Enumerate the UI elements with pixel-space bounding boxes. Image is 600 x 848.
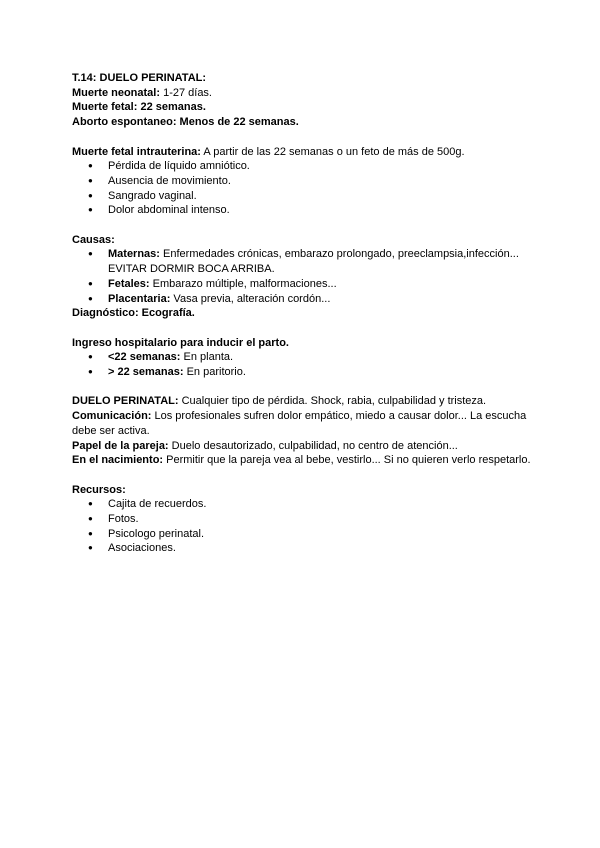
spacer [72,380,542,395]
list-item [72,350,542,365]
list-item: ● Psicologo perinatal. [72,527,542,542]
causas-list [72,247,542,306]
intrauterina-label: Muerte fetal intrauterina: [72,145,201,158]
item-label: Placentaria: [108,292,171,305]
item-label: Maternas: [108,248,160,261]
spacer [72,218,542,233]
paragraph-text: Cualquier tipo de pérdida. Shock, rabia, culpabilidad y tristeza. [178,395,487,408]
item-label: <22 semanas: [108,351,181,364]
definition-fetal [72,100,542,115]
list-item [72,247,542,276]
paragraph-text: Los profesionales sufren dolor empático, miedo a causar dolor... La escucha debe ser activa. [72,410,527,437]
document-title: T.14: DUELO PERINATAL: [72,72,207,84]
recursos-heading: Recursos: [72,483,126,496]
item-text: En planta. [180,351,234,364]
paragraph-text: Duelo desautorizado, culpabilidad, no centro de atención... [168,439,458,452]
list-item: ● Fotos. [72,512,542,527]
item-label: > 22 semanas: [108,366,184,379]
list-item [72,292,542,307]
duelo-paragraph [72,394,542,409]
causas-heading: Causas: [72,233,115,246]
list-item: ● Asociaciones. [72,541,542,556]
list-item [72,365,542,380]
spacer [72,321,542,336]
spacer [72,468,542,483]
paragraph-text: Permitir que la pareja vea al bebe, vestirlo... Si no quieren verlo respetarlo. [163,454,531,467]
ingreso-list [72,350,542,379]
comunicacion-paragraph [72,409,542,438]
definition-label: Aborto espontaneo: Menos de 22 semanas. [72,116,299,129]
symptom-list [72,159,542,218]
definition-label: Muerte neonatal: [72,86,161,99]
definition-aborto [72,115,542,130]
list-item: ● Ausencia de movimiento. [72,174,542,189]
paragraph-label: DUELO PERINATAL: [72,395,179,408]
recursos-list [72,497,542,556]
diagnostico-line: Diagnóstico: Ecografía. [72,307,195,320]
document-body [72,71,542,556]
item-text: Enfermedades crónicas, embarazo prolongado, preeclampsia,infección... EVITAR DORMIR BOCA ARRIBA. [108,248,519,276]
list-item: ● Sangrado vaginal. [72,189,542,204]
item-text: En paritorio. [183,366,246,379]
paragraph-label: Papel de la pareja: [72,439,169,452]
intrauterina-definition [72,145,542,160]
item-label: Fetales: [108,277,150,290]
spacer [72,130,542,145]
paragraph-label: Comunicación: [72,410,152,423]
ingreso-heading: Ingreso hospitalario para inducir el parto. [72,336,289,349]
definition-text: 1-27 días. [160,86,212,99]
pareja-paragraph [72,439,542,454]
list-item [72,277,542,292]
nacimiento-paragraph [72,453,542,468]
intrauterina-text: A partir de las 22 semanas o un feto de más de 500g. [200,145,465,158]
list-item: ● Cajita de recuerdos. [72,497,542,512]
paragraph-label: En el nacimiento: [72,454,164,467]
definition-label: Muerte fetal: 22 semanas. [72,101,206,114]
item-text: Vasa previa, alteración cordón... [170,292,331,305]
definition-neonatal [72,86,542,101]
item-text: Embarazo múltiple, malformaciones... [149,277,337,290]
list-item: ● Pérdida de líquido amniótico. [72,159,542,174]
list-item: ● Dolor abdominal intenso. [72,203,542,218]
